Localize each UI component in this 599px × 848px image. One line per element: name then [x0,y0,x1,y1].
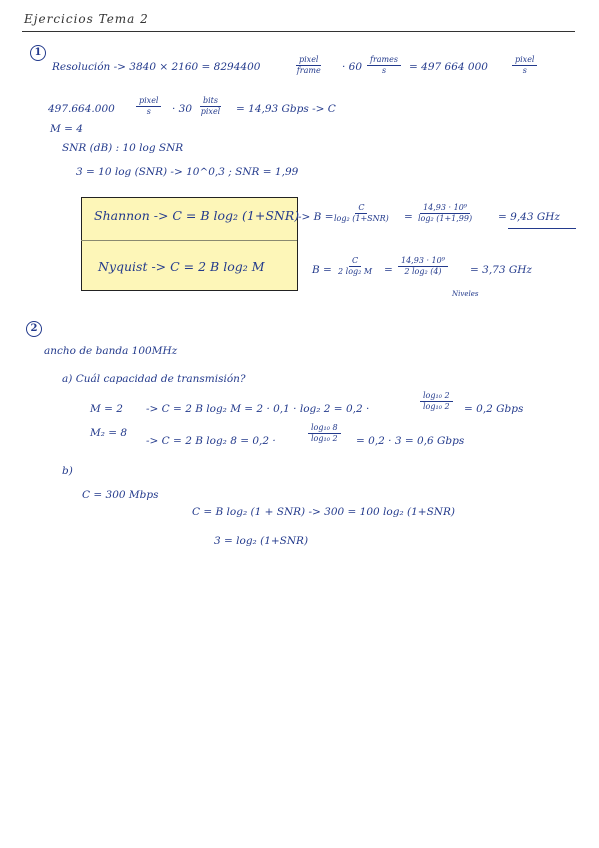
resolution-line: Resolución -> 3840 × 2160 = 8294400 [52,61,261,73]
fraction-num: 14,93 · 10⁹ [420,204,470,214]
pixel-rate: = 497 664 000 [409,61,488,73]
exercise-number-1: 1 [30,45,46,61]
capacity-value: C = 300 Mbps [82,489,159,501]
fraction-num: 14,93 · 10⁹ [398,257,448,267]
fraction-num: pixel [136,97,161,107]
shannon-result-underline [508,228,576,229]
question-a: a) Cuál capacidad de transmisión? [62,373,246,385]
fraction-den: log₂ (1+1,99) [418,214,473,223]
fraction-pixel-frame [296,56,321,75]
capacity-m2-result: = 0,2 Gbps [464,403,524,415]
fraction-den: s [522,66,527,75]
fraction-den: s [381,66,387,75]
capacity-m8: -> C = 2 B log₂ 8 = 0,2 · [146,435,276,447]
fraction-num: pixel [512,56,537,66]
fraction-num: C [349,257,361,267]
levels-annotation: Niveles [452,290,479,298]
fraction-den: log₁₀ 2 [423,402,450,411]
snr-calculation: 3 = 10 log (SNR) -> 10^0,3 ; SNR = 1,99 [76,166,299,178]
bandwidth-statement: ancho de banda 100MHz [44,345,178,357]
fraction-pixel-s [512,56,537,75]
fraction-pixel-s-2 [136,97,161,116]
capacity-m8-result: = 0,2 · 3 = 0,6 Gbps [356,435,465,447]
snr-db-definition: SNR (dB) : 10 log SNR [62,142,184,154]
fraction-den: frame [296,66,321,75]
question-b: b) [62,465,73,477]
fraction-c-2logm [338,257,372,276]
header-divider [22,31,575,32]
nyquist-result: = 3,73 GHz [470,264,532,276]
bandwidth-label-2: B = [312,264,332,276]
times-thirty: · 30 [172,103,193,115]
fraction-num: C [355,204,367,214]
fraction-den: log₂ (1+SNR) [334,214,389,223]
page-title: Ejercicios Tema 2 [24,12,149,26]
m-eight: M₂ = 8 [90,427,128,439]
fraction-den: 2 log₂ (4) [404,267,442,276]
times-sixty: · 60 [342,61,363,73]
m-value: M = 4 [50,123,83,135]
fraction-den: 2 log₂ M [338,267,373,276]
shannon-result: = 9,43 GHz [498,211,560,223]
fraction-num: log₁₀ 2 [420,392,453,402]
fraction-log2-log2 [420,392,453,411]
bitrate-result: = 14,93 Gbps -> C [236,103,336,115]
formula-box-divider [81,240,297,241]
fraction-num: pixel [296,56,321,66]
log-equation: 3 = log₂ (1+SNR) [214,535,309,547]
nyquist-formula: Nyquist -> C = 2 B log₂ M [98,259,265,274]
fraction-den: s [146,107,151,116]
m-two: M = 2 [90,403,123,415]
fraction-frames-s [367,56,401,75]
fraction-c-log-snr [334,204,389,223]
shannon-formula: Shannon -> C = B log₂ (1+SNR) [94,208,300,223]
fraction-log8-log2 [308,424,341,443]
equals-sign: = [404,211,413,223]
fraction-num: log₁₀ 8 [308,424,341,434]
fraction-bits-pixel [200,97,221,116]
shannon-equation: C = B log₂ (1 + SNR) -> 300 = 100 log₂ (1+SNR) [192,506,455,518]
fraction-den: pixel [200,107,221,116]
equals-sign: = [384,264,393,276]
fraction-nyquist-values [398,257,448,276]
capacity-m2: -> C = 2 B log₂ M = 2 · 0,1 · log₂ 2 = 0,2 · [146,403,370,415]
fraction-num: frames [367,56,401,66]
exercise-number-2: 2 [26,321,42,337]
fraction-shannon-values [418,204,472,223]
fraction-den: log₁₀ 2 [311,434,338,443]
pixel-rate-repeat: 497.664.000 [48,103,115,115]
fraction-num: bits [200,97,221,107]
bandwidth-label-1: -> B = [298,211,334,223]
